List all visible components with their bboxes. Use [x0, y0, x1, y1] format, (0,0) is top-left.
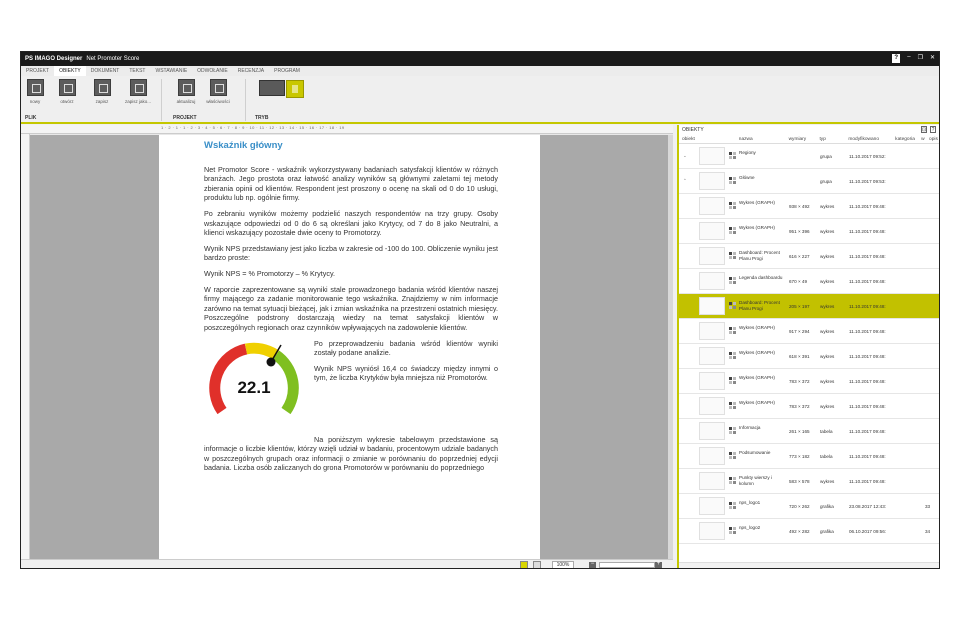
- nps-gauge-chart[interactable]: [204, 339, 304, 427]
- object-dimensions: 783 × 372: [789, 379, 810, 384]
- object-dimensions: 261 × 165: [789, 429, 810, 434]
- object-name: Legenda dashboardu: [739, 275, 783, 280]
- object-modified: 11.10.2017 09:53:: [849, 179, 886, 184]
- object-dimensions: 938 × 492: [789, 204, 810, 209]
- object-thumbnail: [699, 297, 725, 315]
- object-modified: 11.10.2017 09:48:: [849, 454, 886, 459]
- vertical-ruler[interactable]: [21, 134, 30, 559]
- save-as-icon: [130, 79, 147, 96]
- object-tools-icon[interactable]: [729, 327, 737, 335]
- object-tools-icon[interactable]: [729, 252, 737, 260]
- zoom-slider[interactable]: [599, 562, 655, 568]
- col-obiekt[interactable]: obiekt: [682, 136, 695, 142]
- menu-projekt[interactable]: PROJEKT: [26, 68, 50, 74]
- col-opis[interactable]: opis: [929, 136, 938, 142]
- menu-tekst[interactable]: TEKST: [129, 68, 146, 74]
- object-row[interactable]: [679, 319, 939, 344]
- new-button[interactable]: nowy: [24, 79, 46, 109]
- paragraph: W raporcie zaprezentowane są wyniki stale prowadzonego badania wśród klientów naszej firmy mającego za zadanie monitorowanie tego wskaźnika. Znajdziemy w nim informacje zarówno na temat sytuacji bieżącej, jak i zmian wskaźnika na przestrzeni ostatnich miesięcy. Poszczególne podstrony dostarczają wiedzy na temat satysfakcji klientów w poszczególnych regionach oraz czynników wpływających na zadowolenie klientów.: [204, 284, 498, 332]
- object-thumbnail: [699, 322, 725, 340]
- object-name: Regiony: [739, 150, 756, 155]
- gauge-needle-pivot: [267, 357, 276, 366]
- app-title: PS IMAGO Designer: [25, 56, 83, 62]
- gauge-green-arc: [276, 355, 293, 411]
- object-row[interactable]: [679, 369, 939, 394]
- object-dimensions: 583 × 578: [789, 479, 810, 484]
- object-dimensions: 492 × 282: [789, 529, 810, 534]
- object-name: Główne: [739, 175, 755, 180]
- object-modified: 06.10.2017 09:56:: [849, 529, 887, 534]
- object-modified: 23.08.2017 12:43:: [849, 504, 887, 509]
- object-type: wykres: [820, 229, 835, 234]
- open-document-icon: [59, 79, 76, 96]
- paragraph: Net Promotor Score - wskaźnik wykorzystywany badaniach satysfakcji klientów w różnych branżach. Jego prostota oraz łatwość analizy wyników są głównymi zaletami tej metody zbierania opinii od klientów. Respondent jest proszony o ocenę na skali od 0 do 10 usługi, produktu lub np. ogólnie firmy.: [204, 164, 498, 203]
- object-name: Dashboard: Procent Planu Progi: [739, 300, 780, 311]
- object-tools-icon[interactable]: [729, 302, 737, 310]
- paragraph: Po zebraniu wyników możemy podzielić naszych respondentów na trzy grupy. Osoby wskazujące odpowiedzi od 0 do 6 są określani jako Krytycy, od 7 do 8 jako Neutralni, a klienci wskazujący pozostałe dwie oceny to Promotorzy.: [204, 208, 498, 238]
- pin-icon[interactable]: ⊡: [922, 127, 927, 133]
- object-tools-icon[interactable]: [729, 427, 737, 435]
- object-tools-icon[interactable]: [729, 202, 737, 210]
- panel-resize-handle[interactable]: [679, 562, 939, 569]
- object-type: grupa: [820, 179, 832, 184]
- object-row[interactable]: [679, 519, 939, 544]
- group-label-tryb: TRYB: [255, 115, 269, 121]
- menu-dokument[interactable]: DOKUMENT: [90, 68, 120, 74]
- object-thumbnail: [699, 472, 725, 490]
- save-icon: [94, 79, 111, 96]
- object-row[interactable]: [679, 194, 939, 219]
- restore-icon[interactable]: ❐: [917, 55, 923, 61]
- object-thumbnail: [699, 522, 725, 540]
- help-icon[interactable]: ?: [892, 54, 900, 63]
- object-dimensions: 783 × 372: [789, 404, 810, 409]
- view-web-icon[interactable]: [533, 561, 541, 569]
- help-icon[interactable]: ?: [931, 127, 935, 133]
- object-row[interactable]: [679, 444, 939, 469]
- formula: Wynik NPS = % Promotorzy – % Krytycy.: [204, 268, 336, 278]
- object-dimensions: 773 × 182: [789, 454, 810, 459]
- object-dimensions: 205 × 197: [789, 304, 810, 309]
- object-type: wykres: [820, 329, 835, 334]
- object-type: tabela: [820, 454, 833, 459]
- object-type: wykres: [820, 404, 835, 409]
- object-name: Wykres (GRAPH): [739, 350, 775, 355]
- object-dimensions: 670 × 49: [789, 279, 808, 284]
- objects-panel: [677, 125, 939, 569]
- object-tools-icon[interactable]: [729, 477, 737, 485]
- new-document-icon: [27, 79, 44, 96]
- object-row[interactable]: [679, 169, 939, 194]
- object-modified: 11.10.2017 09:48:: [849, 279, 886, 284]
- object-tools-icon[interactable]: [729, 402, 737, 410]
- status-bar: [21, 559, 673, 569]
- gauge-value: 22.1: [237, 377, 271, 397]
- object-type: wykres: [820, 379, 835, 384]
- expand-toggle[interactable]: ⌃: [683, 178, 687, 183]
- mode-edit-button[interactable]: [259, 80, 285, 96]
- object-modified: 11.10.2017 09:48:: [849, 429, 886, 434]
- col-typ[interactable]: typ: [819, 136, 826, 142]
- object-type: wykres: [820, 279, 835, 284]
- menu-wstawianie[interactable]: WSTAWIANIE: [155, 68, 188, 74]
- menu-recenzja[interactable]: RECENZJA: [237, 68, 265, 74]
- refresh-icon: [178, 79, 195, 96]
- object-modified: 11.10.2017 09:48:: [849, 229, 886, 234]
- object-name: nps_logo2: [739, 525, 761, 530]
- object-dimensions: 720 × 262: [789, 504, 810, 509]
- save-as-button[interactable]: zapisz jako...: [123, 79, 153, 109]
- document-page[interactable]: [159, 135, 540, 559]
- title-bar: [21, 52, 939, 66]
- object-tools-icon[interactable]: [729, 377, 737, 385]
- object-thumbnail: [699, 397, 725, 415]
- panel-title-text: OBIEKTY: [682, 127, 704, 133]
- object-type: wykres: [820, 254, 835, 259]
- minimize-icon[interactable]: –: [907, 54, 911, 60]
- update-button[interactable]: aktualizuj: [173, 79, 199, 109]
- object-thumbnail: [699, 497, 725, 515]
- document-area: [21, 125, 673, 569]
- object-tools-icon[interactable]: [729, 277, 737, 285]
- object-category: 34: [925, 529, 931, 534]
- expand-toggle[interactable]: ⌄: [683, 153, 687, 158]
- document-title: Net Promoter Score: [86, 56, 140, 62]
- object-name: Wykres (GRAPH): [739, 400, 775, 405]
- object-type: grupa: [820, 154, 832, 159]
- object-name: Punkty wierszy i kolumn: [739, 475, 772, 486]
- object-thumbnail: [699, 422, 725, 440]
- zoom-in-button[interactable]: +: [656, 561, 661, 567]
- app-window: [20, 51, 940, 569]
- object-name: Podsumowanie: [739, 450, 771, 455]
- view-layout-icon[interactable]: [520, 561, 528, 569]
- col-wymiary[interactable]: wymiary: [788, 136, 807, 142]
- object-thumbnail: [699, 372, 725, 390]
- close-icon[interactable]: ✕: [929, 55, 935, 61]
- paragraph: Wynik NPS przedstawiany jest jako liczba w zakresie od -100 do 100. Obliczenie wyniku jest bardzo proste:: [204, 243, 498, 263]
- ribbon-separator: [245, 79, 246, 121]
- horizontal-ruler[interactable]: 1 · 2 · 1 · 1 · 2 · 3 · 4 · 5 · 6 · 7 · 8 · 9 · 10 · 11 · 12 · 13 · 14 · 15 · 16 · 17 · 18 · 19: [21, 125, 673, 134]
- paragraph: Po przeprowadzeniu badania wśród klientów wyniki zostały podane analizie.: [314, 338, 498, 358]
- object-tools-icon[interactable]: [729, 527, 737, 535]
- page-heading: Wskaźnik główny: [204, 140, 283, 151]
- object-thumbnail: [699, 197, 725, 215]
- ribbon: [21, 76, 939, 124]
- col-kategoria[interactable]: kategoria: [895, 136, 915, 142]
- object-tools-icon[interactable]: [729, 177, 737, 185]
- object-thumbnail: [699, 247, 725, 265]
- paragraph: Na poniższym wykresie tabelowym przedstawione są informacje o liczbie klientów, którzy wzięli udział w badaniu, procentowym udziale badanych w poszczególnych grupach oraz informacji o zmianie w porównaniu do poprzedniej edycji badania. Liczba osób zaliczanych do grona Promotorów w porównaniu do poprzedniego: [204, 434, 498, 473]
- object-type: grafika: [820, 529, 834, 534]
- object-name: Wykres (GRAPH): [739, 200, 775, 205]
- object-row[interactable]: [679, 244, 939, 269]
- object-type: tabela: [820, 429, 833, 434]
- object-name: Wykres (GRAPH): [739, 375, 775, 380]
- object-thumbnail: [699, 222, 725, 240]
- object-row[interactable]: [679, 294, 939, 319]
- settings-icon: [210, 79, 227, 96]
- object-row[interactable]: [679, 494, 939, 519]
- object-tools-icon[interactable]: [729, 502, 737, 510]
- object-modified: 11.10.2017 09:48:: [849, 404, 886, 409]
- objects-list: [679, 144, 939, 544]
- object-row[interactable]: [679, 219, 939, 244]
- object-type: wykres: [820, 304, 835, 309]
- properties-button[interactable]: właściwości: [205, 79, 231, 109]
- open-button[interactable]: otwórz: [56, 79, 78, 109]
- group-label-projekt: PROJEKT: [173, 115, 197, 121]
- menu-odwolanie[interactable]: ODWOŁANIE: [197, 68, 228, 74]
- object-dimensions: 917 × 294: [789, 329, 810, 334]
- object-dimensions: 951 × 396: [789, 229, 810, 234]
- gauge-yellow-arc: [246, 348, 276, 355]
- col-modyfikowano[interactable]: modyfikowano: [848, 136, 880, 142]
- object-thumbnail: [699, 172, 725, 190]
- ribbon-separator: [161, 79, 162, 121]
- object-name: Informacja: [739, 425, 761, 430]
- menu-obiekty[interactable]: OBIEKTY: [54, 66, 86, 76]
- object-tools-icon[interactable]: [729, 452, 737, 460]
- object-category: 33: [925, 504, 931, 509]
- col-nazwa[interactable]: nazwa: [738, 136, 753, 142]
- zoom-out-button[interactable]: −: [590, 561, 595, 567]
- object-name: Wykres (GRAPH): [739, 225, 775, 230]
- object-name: Dashboard: Procent Planu Progi: [739, 250, 780, 261]
- object-modified: 11.10.2017 09:48:: [849, 479, 886, 484]
- object-tools-icon[interactable]: [729, 352, 737, 360]
- object-type: wykres: [820, 204, 835, 209]
- object-thumbnail: [699, 347, 725, 365]
- object-row[interactable]: [679, 394, 939, 419]
- col-w[interactable]: w: [921, 136, 925, 142]
- panel-header: [679, 135, 939, 144]
- object-tools-icon[interactable]: [729, 227, 737, 235]
- object-row[interactable]: [679, 419, 939, 444]
- object-modified: 11.10.2017 09:48:: [849, 204, 886, 209]
- paragraph: Wynik NPS wyniósł 16,4 co świadczy między innymi o tym, że liczba Krytyków była mniejsza niż Promotorów.: [314, 363, 498, 383]
- group-label-plik: PLIK: [25, 115, 37, 121]
- object-row[interactable]: [679, 344, 939, 369]
- object-thumbnail: [699, 147, 725, 165]
- object-row[interactable]: [679, 469, 939, 494]
- panel-title: [679, 125, 939, 135]
- object-tools-icon[interactable]: [729, 152, 737, 160]
- object-modified: 11.10.2017 09:48:: [849, 304, 886, 309]
- object-row[interactable]: [679, 144, 939, 169]
- object-type: wykres: [820, 479, 835, 484]
- object-modified: 11.10.2017 09:48:: [849, 354, 886, 359]
- object-modified: 11.10.2017 09:48:: [849, 254, 886, 259]
- object-dimensions: 618 × 391: [789, 354, 810, 359]
- object-name: nps_logo1: [739, 500, 761, 505]
- object-modified: 11.10.2017 09:52:: [849, 154, 886, 159]
- menu-bar: [21, 66, 939, 76]
- mode-preview-button[interactable]: [286, 80, 304, 98]
- object-type: wykres: [820, 354, 835, 359]
- object-name: Wykres (GRAPH): [739, 325, 775, 330]
- object-modified: 11.10.2017 09:48:: [849, 379, 886, 384]
- object-modified: 11.10.2017 09:48:: [849, 329, 886, 334]
- document-scrollbar[interactable]: [668, 135, 673, 559]
- zoom-level[interactable]: 100%: [552, 561, 574, 569]
- object-thumbnail: [699, 272, 725, 290]
- object-dimensions: 616 × 227: [789, 254, 810, 259]
- object-row[interactable]: [679, 269, 939, 294]
- save-button[interactable]: zapisz: [91, 79, 113, 109]
- object-type: grafika: [820, 504, 834, 509]
- object-thumbnail: [699, 447, 725, 465]
- menu-program[interactable]: PROGRAM: [274, 68, 300, 74]
